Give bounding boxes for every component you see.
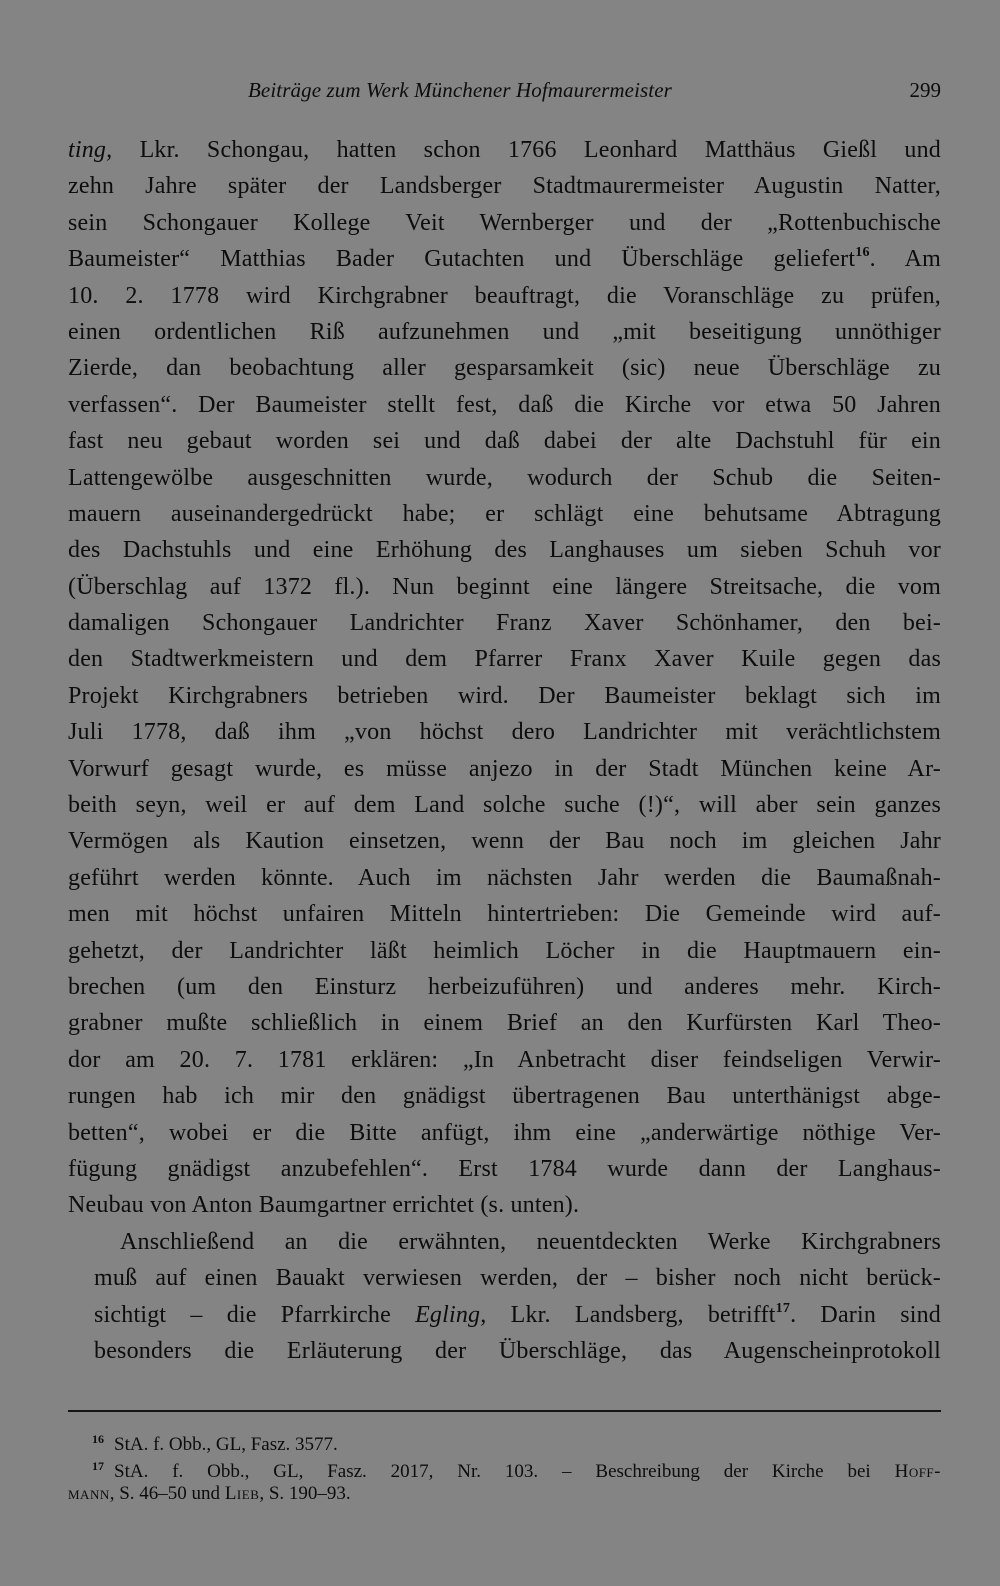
body-text: [68, 132, 941, 1369]
book-page: [68, 0, 941, 1586]
footnote-separator: [68, 1410, 941, 1412]
text-line: besonders die Erläuterung der Überschläge, das Augenscheinprotokoll: [94, 1337, 941, 1364]
text-line: Vermögen als Kaution einsetzen, wenn der Bau noch im gleichen Jahr: [68, 828, 941, 855]
text-line: dor am 20. 7. 1781 erklären: „In Anbetracht diser feindseligen Verwir-: [68, 1046, 941, 1073]
text-line: Zierde, dan beobachtung aller gesparsamkeit (sic) neue Überschläge zu: [68, 355, 941, 382]
text-line: den Stadtwerkmeistern und dem Pfarrer Franx Xaver Kuile gegen das: [68, 646, 941, 673]
running-head: [68, 78, 941, 108]
text-line: Anschließend an die erwähnten, neuentdeckten Werke Kirchgrabners: [120, 1228, 941, 1255]
page-number: 299: [909, 78, 941, 102]
text-line: fügung gnädigst anzubefehlen“. Erst 1784 wurde dann der Langhaus-: [68, 1155, 941, 1182]
text-line: men mit höchst unfairen Mitteln hintertrieben: Die Gemeinde wird auf-: [68, 901, 941, 928]
paragraph-1: [68, 132, 941, 1224]
place-name: Egling,: [415, 1301, 487, 1328]
text-line: muß auf einen Bauakt verwiesen werden, der – bisher noch nicht berück-: [94, 1265, 941, 1292]
text-line: Lattengewölbe ausgeschnitten wurde, wodurch der Schub die Seiten-: [68, 464, 941, 491]
text-line: sichtigt – die Pfarrkirche Egling, Lkr. Landsberg, betrifft$^{17}$. Darin sind: [94, 1300, 941, 1328]
text-line: Projekt Kirchgrabners betrieben wird. Der Baumeister beklagt sich im: [68, 682, 941, 709]
text-line: geführt werden könnte. Auch im nächsten Jahr werden die Baumaßnah-: [68, 864, 941, 891]
text-line: Juli 1778, daß ihm „von höchst dero Landrichter mit verächtlichstem: [68, 719, 941, 746]
footnote-17-continued: mann, S. 46–50 und Lieb, S. 190–93.: [68, 1483, 351, 1504]
footnote-mark: 17: [92, 1459, 104, 1473]
text-line: einen ordentlichen Riß aufzunehmen und „mit beseitigung unnöthiger: [68, 318, 941, 345]
author-name: Hoff-: [894, 1461, 941, 1482]
place-name: ting,: [68, 137, 113, 163]
text-line: gehetzt, der Landrichter läßt heimlich Löcher in die Hauptmauern ein-: [68, 937, 941, 964]
text-line: rungen hab ich mir den gnädigst übertragenen Bau unterthänigst abge-: [68, 1083, 941, 1110]
text-line: damaligen Schongauer Landrichter Franz Xaver Schönhamer, den bei-: [68, 610, 941, 637]
author-name: Lieb: [224, 1483, 260, 1504]
footnote-ref-17[interactable]: 17: [775, 1300, 791, 1316]
text-line: betten“, wobei er die Bitte anfügt, ihm eine „anderwärtige nöthige Ver-: [68, 1119, 941, 1146]
text-line: fast neu gebaut worden sei und daß dabei der alte Dachstuhl für ein: [68, 428, 941, 455]
text-line: brechen (um den Einsturz herbeizuführen) und anderes mehr. Kirch-: [68, 973, 941, 1000]
text-line: mauern auseinandergedrückt habe; er schlägt eine behutsame Abtragung: [68, 500, 941, 527]
text-line: ting, Lkr. Schongau, hatten schon 1766 Leonhard Matthäus Gießl und: [68, 137, 941, 163]
text-line: des Dachstuhls und eine Erhöhung des Langhauses um sieben Schuh vor: [68, 537, 941, 564]
running-title: Beiträge zum Werk Münchener Hofmaurermeister: [248, 78, 672, 102]
text-line: verfassen“. Der Baumeister stellt fest, daß die Kirche vor etwa 50 Jahren: [68, 391, 941, 418]
footnote-ref-16[interactable]: 16: [855, 245, 870, 261]
text-line: grabner mußte schließlich in einem Brief an den Kurfürsten Karl Theo-: [68, 1010, 941, 1037]
text-line: beith seyn, weil er auf dem Land solche suche (!)“, will aber sein ganzes: [68, 792, 941, 819]
text-line: sein Schongauer Kollege Veit Wernberger und der „Rottenbuchische: [68, 209, 941, 236]
footnotes: [68, 1426, 941, 1507]
text-line: Vorwurf gesagt wurde, es müsse anjezo in der Stadt München keine Ar-: [68, 755, 941, 782]
footnote-16: $^{16}$ StA. f. Obb., GL, Fasz. 3577.: [92, 1432, 338, 1455]
text-line: (Überschlag auf 1372 fl.). Nun beginnt eine längere Streitsache, die vom: [68, 573, 941, 600]
paragraph-2: [68, 1224, 941, 1370]
text-line: Baumeister“ Matthias Bader Gutachten und Überschläge geliefert$^{16}$. Am: [68, 245, 941, 273]
footnote-mark: 16: [92, 1432, 104, 1446]
text-line: Neubau von Anton Baumgartner errichtet (s. unten).: [68, 1192, 580, 1219]
footnote-17: $^{17}$ StA. f. Obb., GL, Fasz. 2017, Nr. 103. – Beschreibung der Kirche bei Hoff-: [92, 1459, 941, 1482]
text-line: zehn Jahre später der Landsberger Stadtmaurermeister Augustin Natter,: [68, 173, 941, 200]
text-line: 10. 2. 1778 wird Kirchgrabner beauftragt, die Voranschläge zu prüfen,: [68, 282, 941, 309]
author-name: mann: [68, 1483, 110, 1504]
